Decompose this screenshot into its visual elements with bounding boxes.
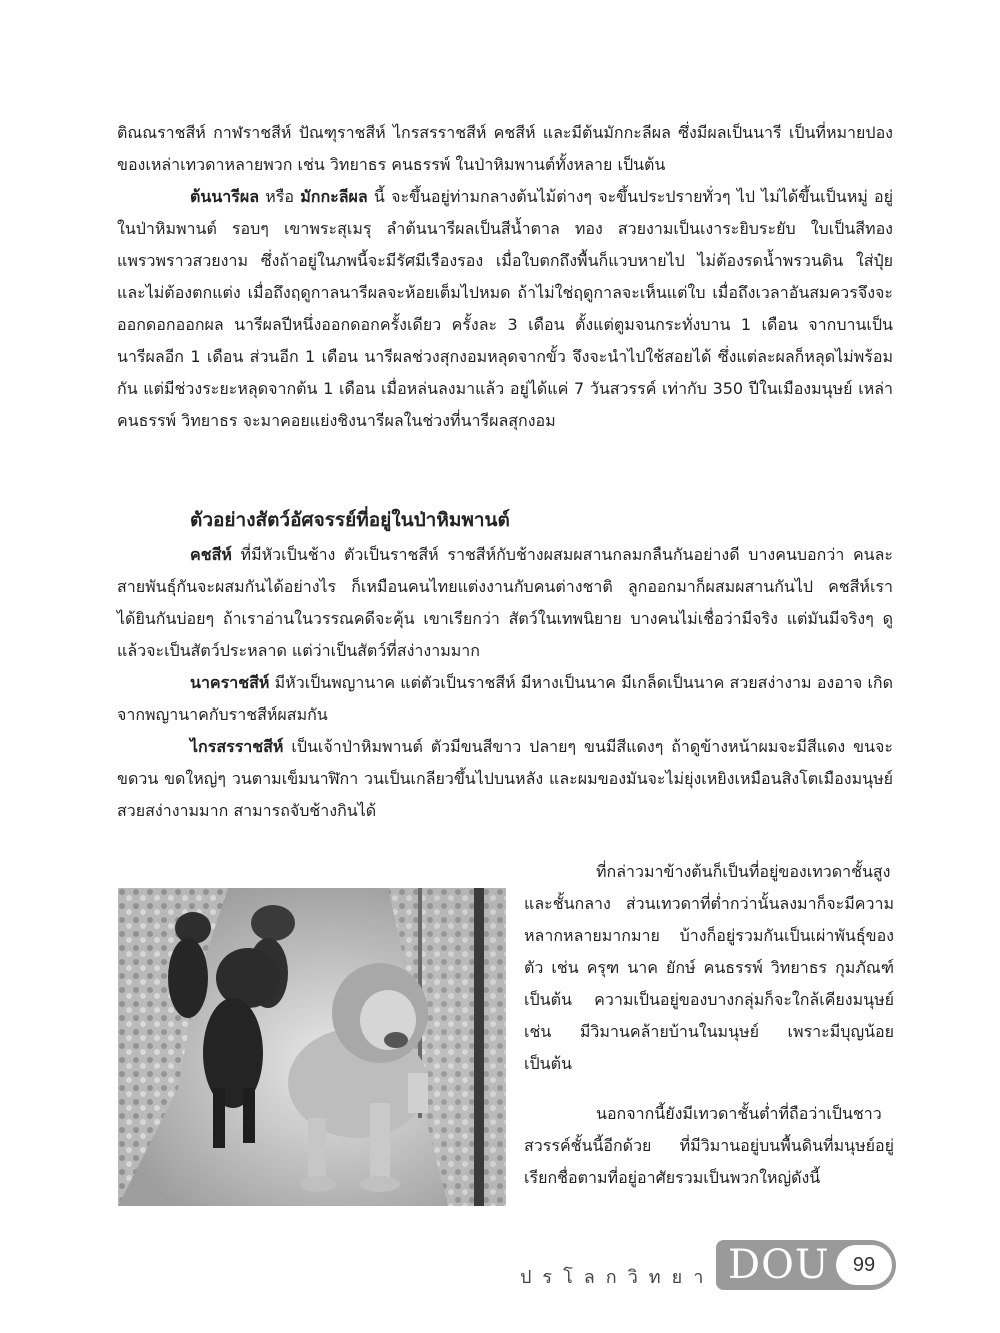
- dou-logo: DOU: [728, 1242, 830, 1288]
- term-kraisorn: ไกรสรราชสีห์: [190, 737, 284, 756]
- course-title: ปรโลกวิทยา: [520, 1267, 715, 1288]
- paragraph-lower-devas: นอกจากนี้ยังมีเทวดาชั้นต่ำที่ถือว่าเป็นชาวสวรรค์ชั้นนี้อีกด้วย ที่มีวิมานอยู่บนพื้นดินที่มนุษย์อยู่ เรียกชื่อตามที่อยู่อาศัยรวมเป็นพวกใหญ่ดังนี้: [524, 1104, 894, 1187]
- paragraph-khotchasi-body: ที่มีหัวเป็นช้าง ตัวเป็นราชสีห์ ราชสีห์กับช้างผสมผสานกลมกลืนกันอย่างดี บางคนบอกว่า คนละสายพันธุ์กันจะผสมกันได้อย่างไร ก็เหมือนคนไทยแต่งงานกับคนต่างชาติ ลูกออกมาก็ผสมผสานกันไป คชสีห์เราได้ยินกันบ่อยๆ ถ้าเราอ่านในวรรณคดีจะคุ้น เขาเรียกว่า สัตว์ในเทพนิยาย บางคนไม่เชื่อว่ามีจริง แต่มันมีจริงๆ ดูแล้วจะเป็นสัตว์ประหลาด แต่ว่าเป็นสัตว์ที่สง่างามมาก: [117, 545, 893, 660]
- paragraph-kraisorn-body: เป็นเจ้าป่าหิมพานต์ ตัวมีขนสีขาว ปลายๆ ขนมีสีแดงๆ ถ้าดูข้างหน้าผมจะมีสีแดง ขนจะขดวน ขดใหญ่ๆ วนตามเข็มนาฬิกา วนเป็นเกลียวขึ้นไปบนหลัง และผมของมันจะไม่ยุ่งเหยิงเหมือนสิงโตเมืองมนุษย์ สวยสง่างามมาก สามารถจับช้างกินได้: [117, 737, 893, 820]
- lion-illustration: [118, 888, 506, 1206]
- paragraph-nakharatchasi-body: มีหัวเป็นพญานาค แต่ตัวเป็นราชสีห์ มีหางเป็นนาค มีเกล็ดเป็นนาค สวยสง่างาม องอาจ เกิดจากพญานาคกับราชสีห์ผสมกัน: [117, 673, 893, 724]
- paragraph-nariphon-body: นี้ จะขึ้นอยู่ท่ามกลางต้นไม้ต่างๆ จะขึ้นประปรายทั่วๆ ไป ไม่ได้ขึ้นเป็นหมู่ อยู่ในป่าหิมพานต์ รอบๆ เขาพระสุเมรุ ลำต้นนารีผลเป็นสีน้ำตาล ทอง สวยงามเป็นเงาระยิบระยับ ใบเป็นสีทองแพรวพราวสวยงาม ซึ่งถ้าอยู่ในภพนี้จะมีรัศมีเรืองรอง เมื่อใบตกถึงพื้นก็แวบหายไป ไม่ต้องรดน้ำพรวนดิน ใส่ปุ๋ย และไม่ต้องตกแต่ง เมื่อถึงฤดูกาลนารีผลจะห้อยเต็มไปหมด ถ้าไม่ใช่ฤดูกาลจะเห็นแต่ใบ เมื่อถึงเวลาอันสมควรจึงจะออกดอกออกผล นารีผลปีหนึ่งออกดอกครั้งเดียว ครั้งละ 3 เดือน ตั้งแต่ตูมจนกระทั่งบาน 1 เดือน จากบานเป็นนารีผลอีก 1 เดือน ส่วนอีก 1 เดือน นารีผลช่วงสุกงอมหลุดจากขั้ว จึงจะนำไปใช้สอยได้ ซึ่งแต่ละผลก็หลุดไม่พร้อมกัน แต่มีช่วงระยะหลุดจากต้น 1 เดือน เมื่อหล่นลงมาแล้ว อยู่ได้แค่ 7 วันสวรรค์ เท่ากับ 350 ปีในเมืองมนุษย์ เหล่าคนธรรพ์ วิทยาธร จะมาคอยแย่งชิงนารีผลในช่วงที่นารีผลสุกงอม: [117, 187, 894, 430]
- paragraph-nakharatchasi: [117, 667, 893, 731]
- paragraph-deva-habitats: ที่กล่าวมาข้างต้นก็เป็นที่อยู่ของเทวดาชั้นสูงและชั้นกลาง ส่วนเทวดาที่ต่ำกว่านั้นลงมาก็จะมีความหลากหลายมากมาย บ้างก็อยู่รวมกันเป็นเผ่าพันธุ์ของตัว เช่น ครุฑ นาค ยักษ์ คนธรรพ์ วิทยาธร กุมภัณฑ์ เป็นต้น ความเป็นอยู่ของบางกลุ่มก็จะใกล้เคียงมนุษย์ เช่น มีวิมานคล้ายบ้านในมนุษย์ เพราะมีบุญน้อย เป็นต้น: [524, 862, 894, 1073]
- paragraph-nariphon: [117, 181, 893, 437]
- section-heading: ตัวอย่างสัตว์อัศจรรย์ที่อยู่ในป่าหิมพานต์: [190, 509, 510, 531]
- term-nakharatchasi: นาคราชสีห์: [190, 673, 270, 692]
- footer-badge: [716, 1240, 896, 1290]
- page-number: 99: [836, 1245, 892, 1285]
- term-nariphon: ต้นนารีผล: [190, 187, 260, 206]
- paragraph-khotchasi: [117, 539, 893, 667]
- text-connector: หรือ: [259, 187, 301, 206]
- term-makkaliphon: มักกะลีผล: [300, 187, 368, 206]
- term-khotchasi: คชสีห์: [190, 545, 232, 564]
- paragraph-kraisorn: [117, 731, 893, 827]
- paragraph-intro: ติณณราชสีห์ กาฬราชสีห์ ปัณฑุราชสีห์ ไกรสรราชสีห์ คชสีห์ และมีต้นมักกะลีผล ซึ่งมีผลเป็นนารี เป็นที่หมายปองของเหล่าเทวดาหลายพวก เช่น วิทยาธร คนธรรพ์ ในป่าหิมพานต์ทั้งหลาย เป็นต้น: [117, 123, 893, 174]
